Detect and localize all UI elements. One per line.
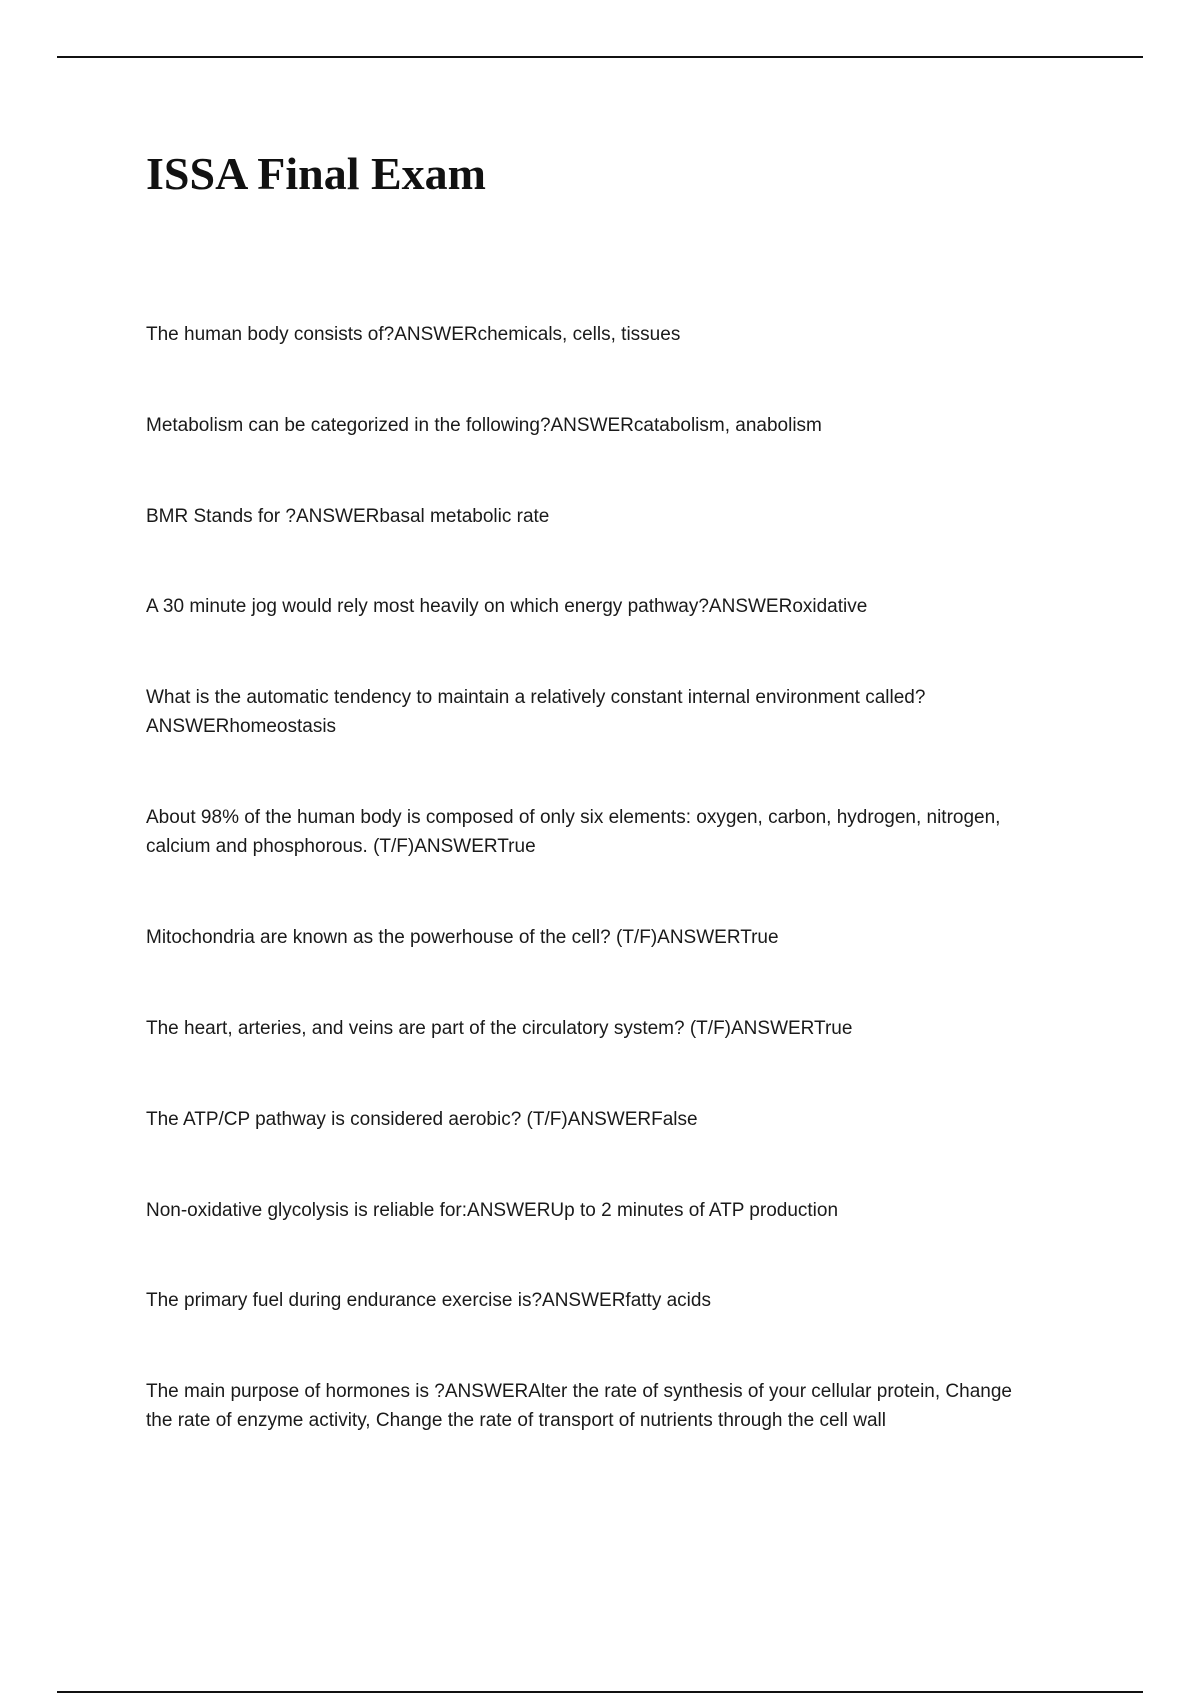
qa-item-6-line-1: About 98% of the human body is composed of only six elements: oxygen, carbon, hydrogen, nitrogen, (146, 807, 1001, 828)
qa-item-5-line-2: ANSWERhomeostasis (146, 716, 337, 737)
qa-item-12-line-2: the rate of enzyme activity, Change the rate of transport of nutrients through the cell wall (146, 1410, 886, 1431)
qa-item-5-line-1: What is the automatic tendency to maintain a relatively constant internal environment called? (146, 687, 926, 708)
qa-item-3: BMR Stands for ?ANSWERbasal metabolic rate (146, 506, 550, 527)
qa-item-2: Metabolism can be categorized in the following?ANSWERcatabolism, anabolism (146, 415, 822, 436)
qa-item-8: The heart, arteries, and veins are part of the circulatory system? (T/F)ANSWERTrue (146, 1018, 853, 1039)
qa-item-4: A 30 minute jog would rely most heavily on which energy pathway?ANSWERoxidative (146, 596, 868, 617)
top-rule (57, 56, 1143, 58)
qa-item-11: The primary fuel during endurance exercise is?ANSWERfatty acids (146, 1290, 711, 1311)
qa-item-1: The human body consists of?ANSWERchemicals, cells, tissues (146, 324, 681, 345)
document-title: ISSA Final Exam (146, 148, 486, 199)
qa-item-9: The ATP/CP pathway is considered aerobic? (T/F)ANSWERFalse (146, 1109, 698, 1130)
qa-item-12-line-1: The main purpose of hormones is ?ANSWERAlter the rate of synthesis of your cellular protein, Change (146, 1381, 1012, 1402)
qa-item-7: Mitochondria are known as the powerhouse of the cell? (T/F)ANSWERTrue (146, 927, 779, 948)
qa-item-10: Non-oxidative glycolysis is reliable for:ANSWERUp to 2 minutes of ATP production (146, 1200, 839, 1221)
bottom-rule (57, 1691, 1143, 1693)
qa-item-6-line-2: calcium and phosphorous. (T/F)ANSWERTrue (146, 836, 536, 857)
